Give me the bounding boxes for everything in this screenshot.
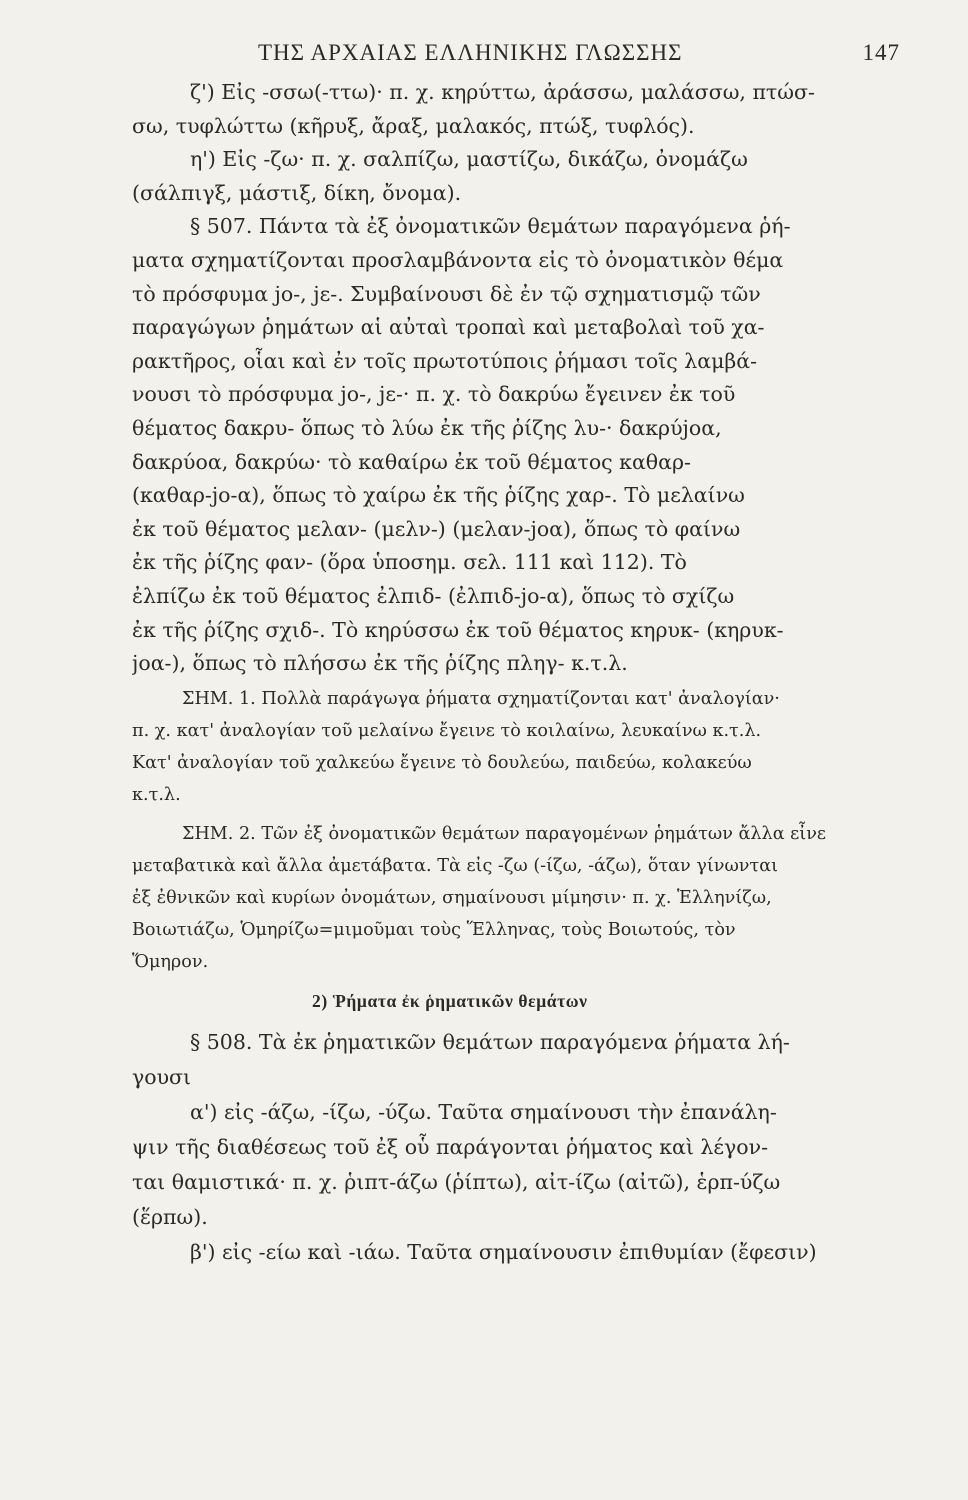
text-line: jοα-), ὅπως τὸ πλήσσω ἐκ τῆς ῥίζης πληγ- κ.τ.λ. [132, 651, 628, 676]
text-line: σω, τυφλώττω (κῆρυξ, ἄραξ, μαλακός, πτώξ, τυφλός). [132, 113, 695, 138]
text-line: θέματος δακρυ- ὅπως τὸ λύω ἐκ τῆς ῥίζης λυ-· δακρύjοα, [132, 415, 722, 440]
text-line: παραγώγων ῥημάτων αἱ αὐταὶ τροπαὶ καὶ μεταβολαὶ τοῦ χα- [132, 315, 765, 340]
note-line: κ.τ.λ. [132, 785, 181, 806]
note-line: Βοιωτιάζω, Ὁμηρίζω=μιμοῦμαι τοὺς Ἕλληνας, τοὺς Βοιωτούς, τὸν [132, 920, 736, 941]
page-number: 147 [862, 40, 900, 65]
note-line: μεταβατικὰ καὶ ἄλλα ἀμετάβατα. Τὰ εἰς -ζω (-ίζω, -άζω), ὅταν γίνωνται [132, 855, 779, 876]
notes [132, 683, 898, 979]
note-line: π. χ. κατ' ἀναλογίαν τοῦ μελαίνω ἔγεινε τὸ κοιλαίνω, λευκαίνω κ.τ.λ. [132, 720, 762, 741]
text-line: (σάλπιγξ, μάστιξ, δίκη, ὄνομα). [132, 180, 462, 205]
main-text-section-2 [132, 1025, 898, 1270]
text-line: ται θαμιστικά· π. χ. ῥιπτ-άζω (ῥίπτω), αἰτ-ίζω (αἰτῶ), ἑρπ-ύζω [132, 1169, 781, 1194]
note-line: ΣΗΜ. 2. Τῶν ἐξ ὀνοματικῶν θεμάτων παραγομένων ῥημάτων ἄλλα εἶνε [182, 823, 827, 844]
text-line: νουσι τὸ πρόσφυμα jο-, jε-· π. χ. τὸ δακρύω ἔγεινεν ἐκ τοῦ [132, 382, 736, 407]
running-head [132, 30, 898, 76]
text-line: η') Εἰς -ζω· π. χ. σαλπίζω, μαστίζω, δικάζω, ὀνομάζω [190, 147, 748, 172]
text-line: ἐλπίζω ἐκ τοῦ θέματος ἐλπιδ- (ἐλπιδ-jο-α), ὅπως τὸ σχίζω [132, 583, 735, 608]
note-line: ΣΗΜ. 1. Πολλὰ παράγωγα ῥήματα σχηματίζονται κατ' ἀναλογίαν· [182, 688, 780, 709]
note-line: Κατ' ἀναλογίαν τοῦ χαλκεύω ἔγεινε τὸ δουλεύω, παιδεύω, κολακεύω [132, 753, 752, 774]
text-line: § 507. Πάντα τὰ ἐξ ὀνοματικῶν θεμάτων παραγόμενα ῥή- [190, 214, 791, 239]
text-line: α') εἰς -άζω, -ίζω, -ύζω. Ταῦτα σημαίνουσι τὴν ἐπανάλη- [190, 1099, 777, 1124]
note-2 [132, 818, 898, 979]
text-line: ματα σχηματίζονται προσλαμβάνοντα εἰς τὸ ὀνοματικὸν θέμα [132, 247, 784, 272]
text-line: ρακτῆρος, οἷαι καὶ ἐν τοῖς πρωτοτύποις ῥήμασι τοῖς λαμβά- [132, 348, 758, 373]
text-line: (καθαρ-jο-α), ὅπως τὸ χαίρω ἐκ τῆς ῥίζης χαρ-. Τὸ μελαίνω [132, 483, 745, 508]
text-line: (ἕρπω). [132, 1204, 208, 1229]
text-line: ψιν τῆς διαθέσεως τοῦ ἐξ οὗ παράγονται ῥήματος καὶ λέγον- [132, 1134, 769, 1159]
text-line: ἐκ τοῦ θέματος μελαν- (μελν-) (μελαν-jοα), ὅπως τὸ φαίνω [132, 516, 741, 541]
running-title: ΤΗΣ ΑΡΧΑΙΑΣ ΕΛΛΗΝΙΚΗΣ ΓΛΩΣΣΗΣ [258, 40, 683, 65]
section-heading: 2) Ῥήματα ἐκ ῥηματικῶν θεμάτων [312, 990, 588, 1011]
text-line: β') εἰς -είω καὶ -ιάω. Ταῦτα σημαίνουσιν ἐπιθυμίαν (ἔφεσιν) [190, 1239, 817, 1264]
text-line: ἐκ τῆς ῥίζης φαν- (ὅρα ὑποσημ. σελ. 111 καὶ 112). Τὸ [132, 550, 687, 575]
text-line: ἐκ τῆς ῥίζης σχιδ-. Τὸ κηρύσσω ἐκ τοῦ θέματος κηρυκ- (κηρυκ- [132, 617, 784, 642]
text-line: δακρύοα, δακρύω· τὸ καθαίρω ἐκ τοῦ θέματος καθαρ- [132, 449, 691, 474]
text-line: ζ') Εἰς -σσω(-ττω)· π. χ. κηρύττω, ἀράσσω, μαλάσσω, πτώσ- [190, 80, 815, 104]
main-text-section-1 [132, 76, 898, 681]
note-1 [132, 683, 898, 812]
text-line: § 508. Τὰ ἐκ ῥηματικῶν θεμάτων παραγόμενα ῥήματα λή- [190, 1029, 790, 1054]
text-line: γουσι [132, 1064, 192, 1089]
note-line: ἐξ ἐθνικῶν καὶ κυρίων ὀνομάτων, σημαίνουσι μίμησιν· π. χ. Ἑλληνίζω, [132, 887, 772, 908]
text-line: τὸ πρόσφυμα jο-, jε-. Συμβαίνουσι δὲ ἐν τῷ σχηματισμῷ τῶν [132, 281, 761, 306]
note-line: Ὅμηρον. [132, 952, 209, 973]
